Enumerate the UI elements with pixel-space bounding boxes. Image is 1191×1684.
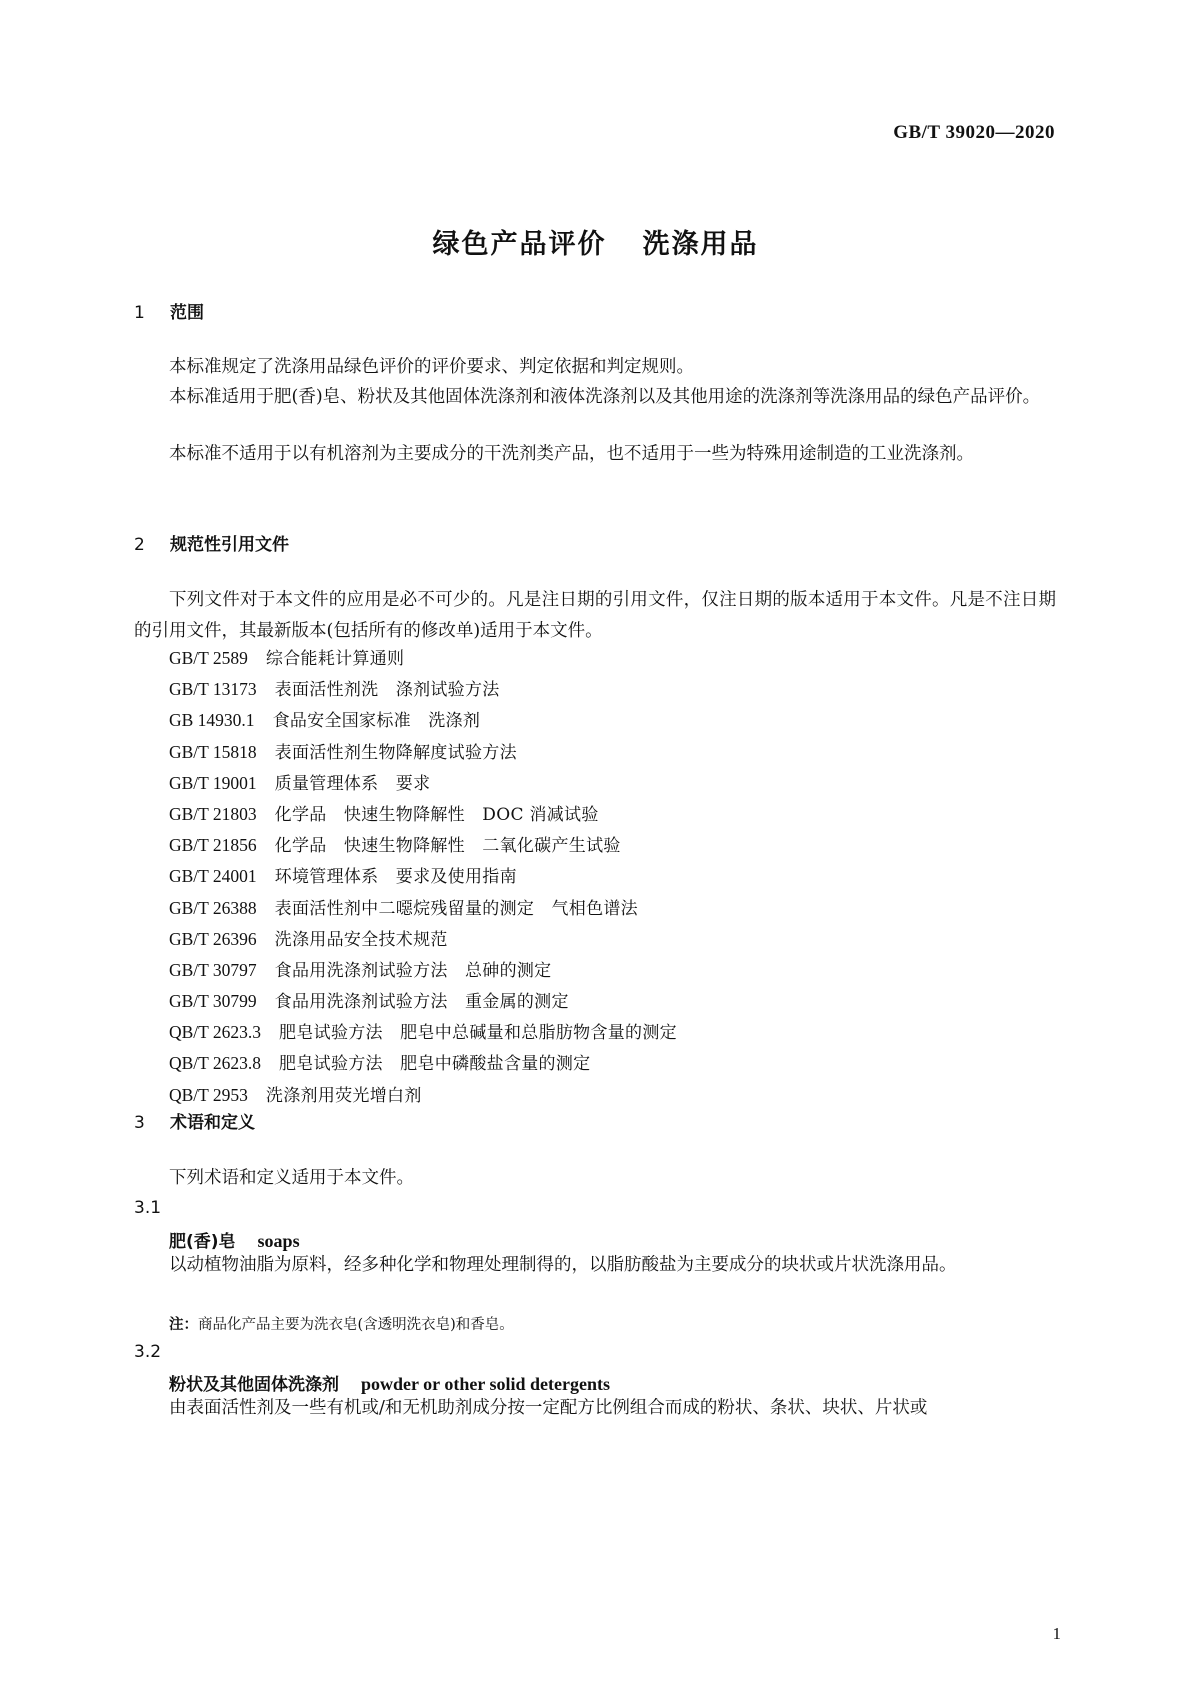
reference-item: GB/T 21856 化学品 快速生物降解性 二氧化碳产生试验: [169, 835, 621, 857]
reference-item: GB/T 2589 综合能耗计算通则: [169, 648, 405, 669]
term-cn: 肥(香)皂: [169, 1232, 236, 1252]
note-label: 注：: [169, 1317, 198, 1333]
section-1-paragraph-2: 本标准适用于肥(香)皂、粉状及其他固体洗涤剂和液体洗涤剂以及其他用途的洗涤剂等洗涤用品的绿色产品评价。: [169, 387, 1041, 407]
section-number: 2: [134, 535, 145, 555]
reference-item: GB/T 13173 表面活性剂洗 涤剂试验方法: [169, 679, 500, 701]
section-title: 术语和定义: [170, 1113, 255, 1133]
section-3-heading: [134, 1108, 255, 1133]
clause-number: 3.1: [134, 1198, 162, 1218]
term-definition: 由表面活性剂及一些有机或/和无机助剂成分按一定配方比例组合而成的粉状、条状、块状、片状或: [169, 1398, 928, 1418]
section-2-intro: 下列文件对于本文件的应用是必不可少的。凡是注日期的引用文件，仅注日期的版本适用于本文件。凡是不注日期的引用文件，其最新版本(包括所有的修改单)适用于本文件。: [134, 590, 1056, 641]
reference-item: QB/T 2623.8 肥皂试验方法 肥皂中磷酸盐含量的测定: [169, 1053, 591, 1075]
reference-item: GB/T 19001 质量管理体系 要求: [169, 772, 431, 794]
document-title-part1: 绿色产品评价: [432, 229, 607, 260]
term-definition: 以动植物油脂为原料，经多种化学和物理处理制得的，以脂肪酸盐为主要成分的块状或片状洗涤用品。: [169, 1255, 957, 1275]
reference-item: QB/T 2623.3 肥皂试验方法 肥皂中总碱量和总脂肪物含量的测定: [169, 1022, 677, 1044]
reference-item: GB/T 30799 食品用洗涤剂试验方法 重金属的测定: [169, 991, 569, 1013]
section-title: 规范性引用文件: [170, 535, 289, 555]
section-3-intro: 下列术语和定义适用于本文件。: [169, 1168, 414, 1188]
reference-item: GB/T 21803 化学品 快速生物降解性 DOC 消减试验: [169, 803, 599, 825]
reference-list: [169, 643, 677, 1111]
reference-item: GB/T 30797 食品用洗涤剂试验方法 总砷的测定: [169, 959, 552, 981]
reference-item: GB 14930.1 食品安全国家标准 洗涤剂: [169, 710, 481, 732]
note-text: 商品化产品主要为洗衣皂(含透明洗衣皂)和香皂。: [198, 1317, 514, 1333]
term-heading: [169, 1370, 610, 1395]
standard-code: GB/T 39020—2020: [893, 122, 1055, 143]
reference-item: QB/T 2953 洗涤剂用荧光增白剂: [169, 1084, 422, 1106]
term-cn: 粉状及其他固体洗涤剂: [169, 1375, 339, 1395]
reference-item: GB/T 15818 表面活性剂生物降解度试验方法: [169, 741, 517, 763]
reference-item: GB/T 26388 表面活性剂中二噁烷残留量的测定 气相色谱法: [169, 897, 638, 919]
section-1-paragraph-3: 本标准不适用于以有机溶剂为主要成分的干洗剂类产品，也不适用于一些为特殊用途制造的工业洗涤剂。: [169, 444, 974, 464]
section-number: 1: [134, 303, 145, 323]
term-en: powder or other solid detergents: [361, 1374, 610, 1394]
document-title: [0, 222, 1191, 261]
term-heading: [169, 1227, 300, 1252]
clause-number: 3.2: [134, 1342, 162, 1362]
section-1-heading: [134, 298, 204, 323]
reference-item: GB/T 26396 洗涤用品安全技术规范: [169, 928, 448, 950]
page-number: 1: [1052, 1624, 1061, 1643]
reference-item: GB/T 24001 环境管理体系 要求及使用指南: [169, 866, 517, 888]
section-1-paragraph-1: 本标准规定了洗涤用品绿色评价的评价要求、判定依据和判定规则。: [169, 357, 694, 377]
section-number: 3: [134, 1113, 145, 1133]
term-en: soaps: [257, 1231, 300, 1251]
section-2-heading: [134, 530, 289, 555]
section-title: 范围: [170, 303, 204, 323]
document-title-part2: 洗涤用品: [642, 229, 759, 260]
term-note: [169, 1313, 514, 1334]
